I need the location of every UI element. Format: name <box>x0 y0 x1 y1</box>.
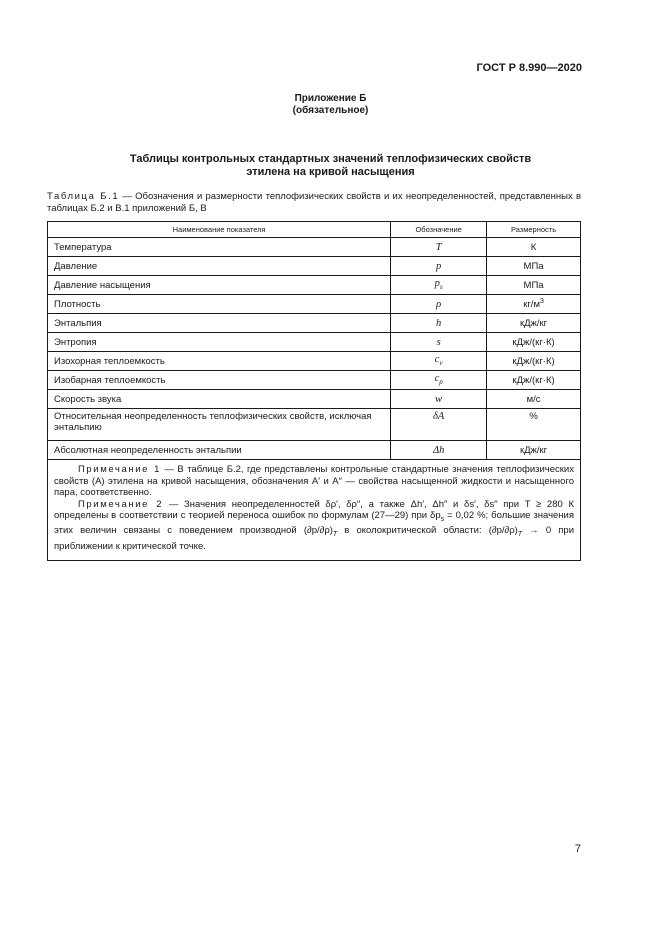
row-unit: кДж/(кг·К) <box>487 352 581 371</box>
row-unit: МПа <box>487 276 581 295</box>
row-name: Относительная неопределенность теплофизических свойств, исключая энтальпию <box>48 409 391 441</box>
row-unit: МПа <box>487 257 581 276</box>
table-row <box>48 257 581 276</box>
row-name: Плотность <box>48 295 391 314</box>
note-2: Примечание 2 — Значения неопределенностей δρ′, δρ″, а также Δh′, Δh″ и δs′, δs″ при T ≥ 280 К определены в соответствии с теорией переноса ошибок по формулам (27—29) при $\delta p_s = 0,02$ %; большие значения этих величин связаны с поведением производной $(\partial p/\partial\rho)_T$ в околокритической области: $(\partial p/\partial\rho)_T \to 0$ при приближении к критической точке. <box>54 498 575 552</box>
row-name: Энтропия <box>48 333 391 352</box>
row-unit: кДж/(кг·К) <box>487 371 581 390</box>
row-symbol: $p_s$ <box>391 276 487 295</box>
page-number: 7 <box>574 843 581 855</box>
table-row <box>48 276 581 295</box>
row-unit: кДж/кг <box>487 314 581 333</box>
note-2-text: — Значения неопределенностей δρ′, δρ″, а также Δh′, Δh″ и δs′, δs″ при T ≥ 280 К определены в соответствии с теорией переноса ошибок по формулам (27—29) при δp <box>54 498 574 521</box>
table-row <box>48 295 581 314</box>
row-name: Давление насыщения <box>48 276 391 295</box>
note-2-label: Примечание 2 <box>78 498 164 510</box>
header-unit: Размерность <box>487 222 581 238</box>
table-notes <box>48 460 581 561</box>
row-symbol: $c_p$ <box>391 371 487 390</box>
table-caption-text: — Обозначения и размерности теплофизических свойств и их неопределенностей, представленных в таблицах Б.2 и В.1 приложений Б, В <box>47 191 581 214</box>
row-unit: м/с <box>487 390 581 409</box>
row-symbol: $c_v$ <box>391 352 487 371</box>
row-unit: кДж/кг <box>487 441 581 460</box>
row-unit: % <box>487 409 581 441</box>
table-row <box>48 409 581 441</box>
section-title-line2: этилена на кривой насыщения <box>246 166 415 178</box>
header-symbol: Обозначение <box>391 222 487 238</box>
row-symbol: T <box>391 238 487 257</box>
table-row <box>48 390 581 409</box>
table-row <box>48 333 581 352</box>
row-symbol: p <box>391 257 487 276</box>
row-symbol: ρ <box>391 295 487 314</box>
header-name: Наименование показателя <box>48 222 391 238</box>
properties-table <box>47 221 581 561</box>
table-caption-label: Таблица Б.1 <box>47 191 120 202</box>
row-unit: $кг/м^3$ <box>487 295 581 314</box>
section-title <box>0 153 661 179</box>
table-row <box>48 352 581 371</box>
row-symbol: Δh <box>391 441 487 460</box>
table-row <box>48 314 581 333</box>
row-name: Скорость звука <box>48 390 391 409</box>
row-name: Изобарная теплоемкость <box>48 371 391 390</box>
row-name: Температура <box>48 238 391 257</box>
appendix-title: Приложение Б <box>294 93 367 104</box>
row-symbol: δA <box>391 409 487 441</box>
appendix-heading <box>0 93 661 117</box>
row-name: Изохорная теплоемкость <box>48 352 391 371</box>
row-unit: К <box>487 238 581 257</box>
row-symbol: s <box>391 333 487 352</box>
note-1-text: — В таблице Б.2, где представлены контрольные стандартные значения теплофизических свойств (A) этилена на кривой насыщения, обозначения A′ и A″ — свойства насыщенной жидкости и насыщенного пара, соответственно. <box>54 464 574 498</box>
row-name: Энтальпия <box>48 314 391 333</box>
row-unit: кДж/(кг·К) <box>487 333 581 352</box>
row-symbol: h <box>391 314 487 333</box>
table-row <box>48 441 581 460</box>
row-name: Абсолютная неопределенность энтальпии <box>48 441 391 460</box>
section-title-line1: Таблицы контрольных стандартных значений теплофизических свойств <box>129 153 532 165</box>
table-row <box>48 238 581 257</box>
note-1-label: Примечание 1 <box>78 464 161 475</box>
table-caption <box>47 191 581 215</box>
note-1 <box>54 464 574 499</box>
appendix-status: (обязательное) <box>292 105 369 116</box>
standard-number: ГОСТ Р 8.990—2020 <box>476 62 582 74</box>
row-name: Давление <box>48 257 391 276</box>
row-symbol: w <box>391 390 487 409</box>
table-row <box>48 371 581 390</box>
table-notes-row <box>48 460 581 561</box>
table-header-row <box>48 222 581 238</box>
